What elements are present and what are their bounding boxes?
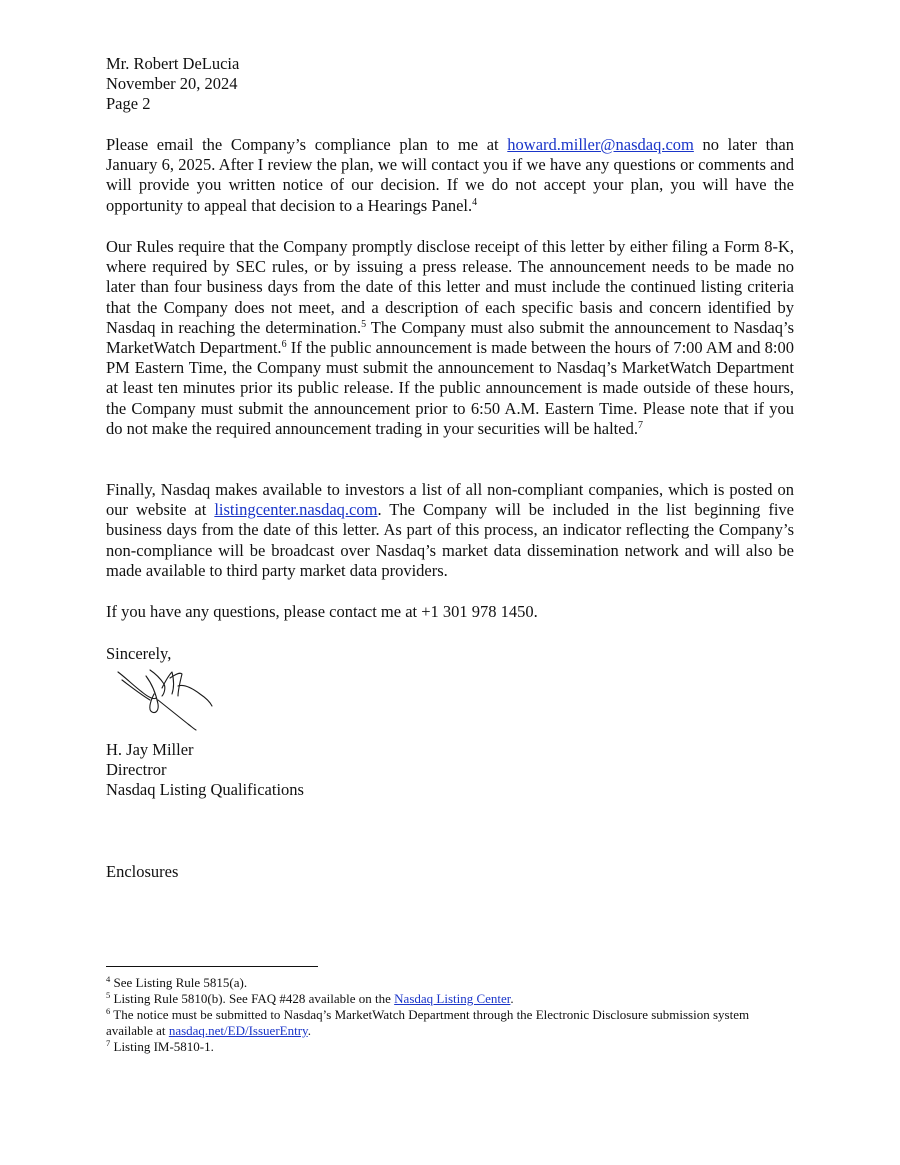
p2-text-3: If the public announcement is made between the hours of 7:00 AM and 8:00 PM Eastern Time, the Company must submit the announcement to Nasdaq’s MarketWatch Department at least ten minutes prior its public release. If the public announcement is made outside of these hours, the Company must submit the announcement prior to 6:50 A.M. Eastern Time. Please note that if you do not make the required announcement trading in your securities will be halted. [106,338,794,438]
footnote-number: 7 [106,1038,111,1048]
footnote-text: The notice must be submitted to Nasdaq’s MarketWatch Department through the Electronic Disclosure submission system available at [106,1007,750,1038]
paragraph-non-compliant-list [106,480,794,581]
email-link[interactable]: howard.miller@nasdaq.com [507,135,694,154]
footnote-text: Listing Rule 5810(b). See FAQ #428 available on the [110,991,395,1006]
footnote-ref-6: 6 [281,339,287,351]
signer-name: H. Jay Miller [106,740,194,759]
p3-text-2: . The Company will be included in the list beginning five business days from the date of this letter. As part of this process, an indicator reflecting the Company’s non-compliance will be broadcast over Nasdaq’s market data dissemination network and will also be made available to third party market data providers. [106,500,794,580]
paragraph-contact: If you have any questions, please contact me at +1 301 978 1450. [106,602,538,621]
signer-title: Directror [106,760,167,779]
signature-block [106,740,304,800]
letter-header [106,54,239,114]
footnote-ref-4: 4 [472,196,478,208]
p1-text-1: Please email the Company’s compliance plan to me at [106,135,508,154]
listing-center-link[interactable]: listingcenter.nasdaq.com [214,500,378,520]
footnotes-section [106,975,796,1055]
footnote-5 [106,991,796,1007]
paragraph-disclosure-rules [106,237,794,439]
enclosures-label: Enclosures [106,862,179,881]
footnote-ref-5: 5 [361,318,367,330]
paragraph-compliance-plan [106,135,794,216]
footnote-7 [106,1039,796,1055]
footnote-text: Listing IM-5810-1. [110,1039,214,1054]
page-number: Page 2 [106,94,151,113]
p3-text-1: Finally, Nasdaq makes available to investors a list of all non-compliant companies, which is posted on our website at [106,480,794,520]
signer-department: Nasdaq Listing Qualifications [106,780,304,799]
recipient-name: Mr. Robert DeLucia [106,54,240,73]
footnote-4 [106,975,796,991]
p1-text-2: no later than January 6, 2025. After I review the plan, we will contact you if we have any questions or comments and will provide you written notice of our decision. If we do not accept your plan, you will have the opportunity to appeal that decision to a Hearings Panel. [106,135,795,215]
issuer-entry-link[interactable]: nasdaq.net/ED/IssuerEntry [168,1023,308,1038]
footnote-ref-7: 7 [637,419,643,431]
footnote-text-end: . [307,1023,311,1038]
nasdaq-listing-center-link[interactable]: Nasdaq Listing Center [394,991,511,1006]
footnote-number: 4 [106,974,111,984]
p2-text-2: The Company must also submit the announcement to Nasdaq’s MarketWatch Department. [106,317,794,358]
footnote-number: 6 [106,1006,111,1016]
footnote-6 [106,1007,796,1039]
footnote-text: See Listing Rule 5815(a). [110,975,248,990]
handwritten-signature [112,664,222,734]
footnote-text-end: . [510,991,514,1006]
closing-salutation: Sincerely, [106,644,172,663]
footnote-number: 5 [106,990,111,1000]
footnote-divider [106,966,318,967]
p2-text-1: Our Rules require that the Company promptly disclose receipt of this letter by either filing a Form 8-K, where required by SEC rules, or by issuing a press release. The announcement needs to be made no later than four business days from the date of this letter and must include the continued listing criteria that the Company does not meet, and a description of each specific basis and concern identified by Nasdaq in reaching the determination. [106,237,794,337]
letter-date: November 20, 2024 [106,74,238,93]
